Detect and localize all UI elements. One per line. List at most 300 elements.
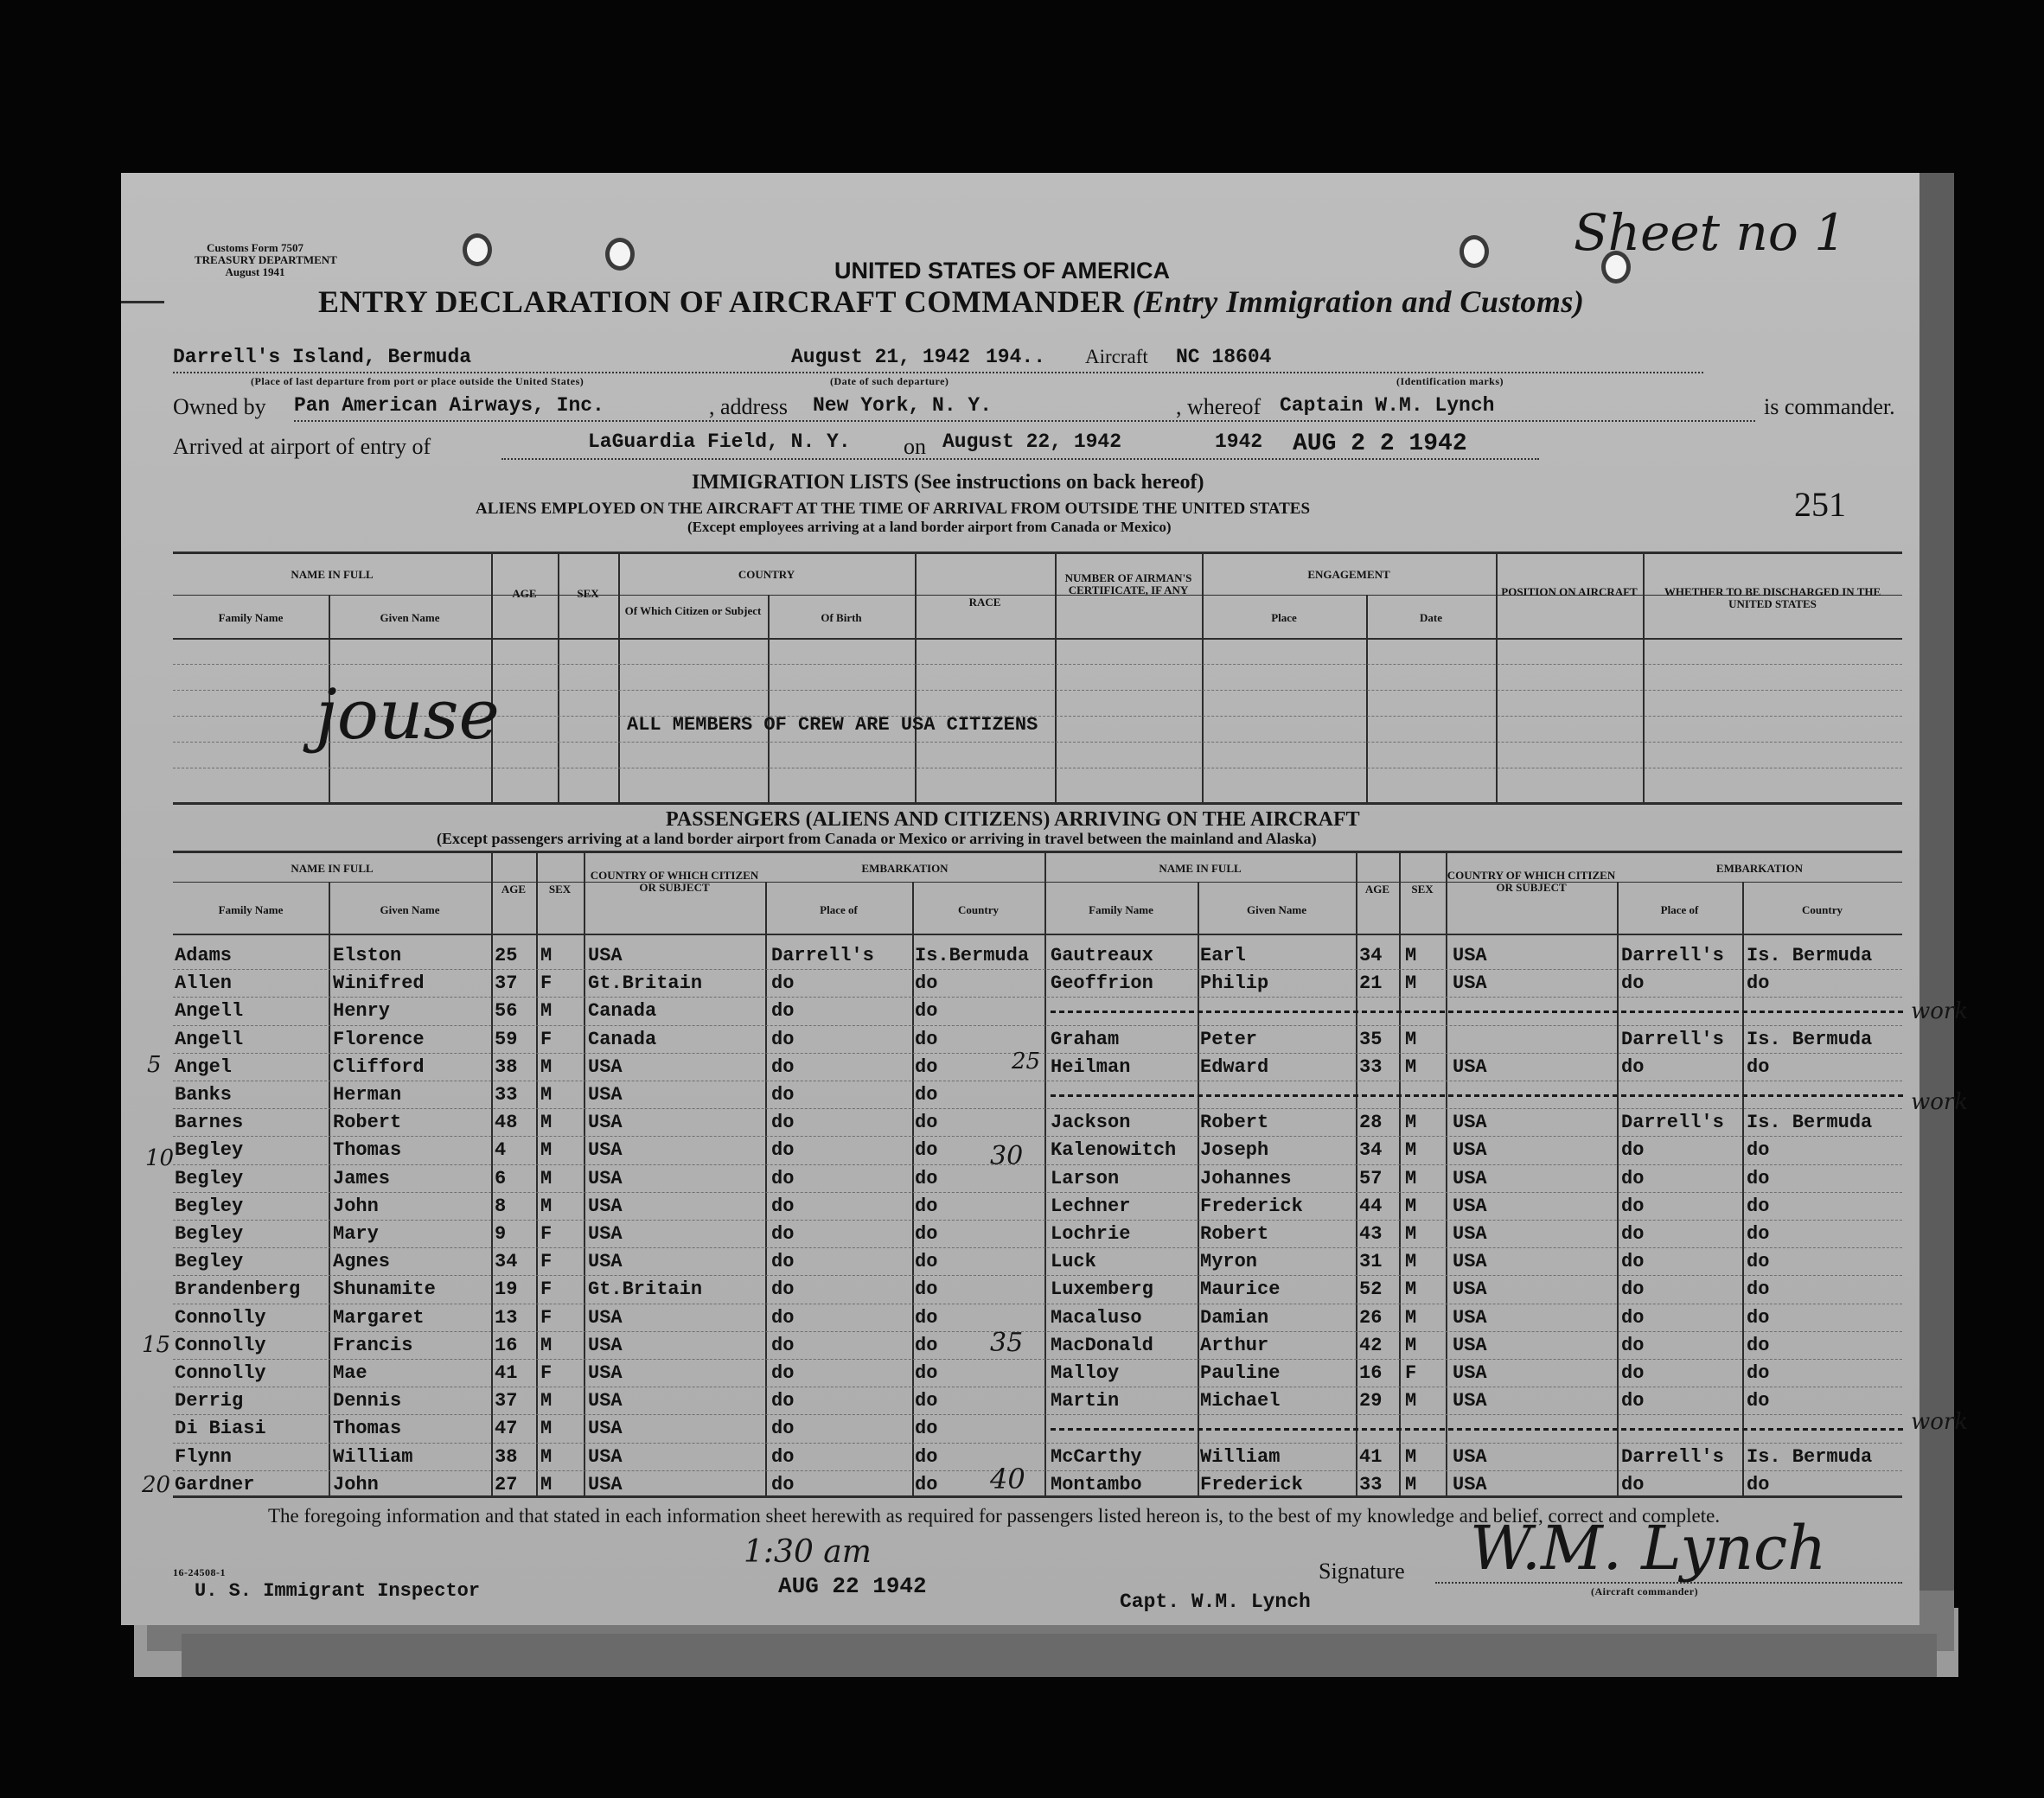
passenger-given-cell: John [333, 1473, 379, 1495]
passenger-family-cell: Begley [175, 1139, 244, 1162]
pass-hdr-name: NAME IN FULL [291, 862, 374, 875]
passenger-col-line [329, 882, 330, 1495]
passenger-country-cell: do [1747, 1055, 1770, 1078]
passenger-place-cell: do [771, 1445, 795, 1468]
passenger-country-cell: do [915, 1055, 938, 1078]
passenger-given-cell: Robert [333, 1112, 402, 1134]
passenger-sex-cell: M [1405, 1390, 1417, 1412]
form-code: 16-24508-1 [173, 1566, 226, 1578]
passenger-age-cell: 35 [1359, 1028, 1383, 1050]
passenger-place-cell: do [771, 1251, 795, 1273]
crew-note: ALL MEMBERS OF CREW ARE USA CITIZENS [627, 714, 1038, 736]
arrival-year: 1942 [1215, 430, 1263, 453]
passenger-family-cell: Begley [175, 1251, 244, 1273]
passenger-country-cell: do [1747, 1362, 1770, 1384]
passenger-place-cell: do [1621, 972, 1645, 995]
crew-hdr-citizen: Of Which Citizen or Subject [624, 604, 762, 617]
passenger-row-line [173, 1192, 1902, 1193]
passenger-country-cell: do [1747, 972, 1770, 995]
passenger-citizen-cell: USA [1453, 1112, 1487, 1134]
passenger-age-cell: 38 [495, 1055, 518, 1078]
pass-hdr-sex-right: SEX [1411, 883, 1434, 896]
passenger-given-cell: John [333, 1195, 379, 1217]
passenger-age-cell: 6 [495, 1167, 507, 1189]
passenger-age-cell: 41 [495, 1362, 518, 1384]
passenger-given-cell: William [1200, 1445, 1281, 1468]
passenger-place-cell: Darrell's [1621, 1028, 1724, 1050]
passenger-given-cell: Herman [333, 1084, 402, 1106]
passenger-citizen-cell: USA [1453, 1251, 1487, 1273]
passenger-country-cell: do [915, 1306, 938, 1329]
passenger-given-cell: Frederick [1200, 1195, 1303, 1217]
passenger-sex-cell: M [540, 945, 553, 966]
passenger-sex-cell: M [1405, 1028, 1417, 1050]
passenger-age-cell: 29 [1359, 1390, 1383, 1412]
passenger-family-cell: MacDonald [1051, 1334, 1153, 1356]
passenger-table-divider [173, 882, 1902, 883]
form-number: Customs Form 7507 [207, 241, 303, 254]
passenger-sex-cell: M [1405, 1055, 1417, 1078]
passenger-age-cell: 43 [1359, 1223, 1383, 1245]
cancelled-row-mark [1051, 1094, 1907, 1097]
paper-stack-edge [182, 1634, 1937, 1677]
crew-handwritten: jouse [316, 674, 500, 755]
passenger-age-cell: 26 [1359, 1306, 1383, 1329]
crew-table-bottom [173, 802, 1902, 805]
passenger-citizen-cell: USA [1453, 1139, 1487, 1162]
passenger-citizen-cell: USA [1453, 1362, 1487, 1384]
passenger-place-cell: do [771, 1418, 795, 1440]
passenger-given-cell: Mae [333, 1362, 367, 1384]
crew-hdr-date: Date [1420, 611, 1442, 624]
passenger-family-cell: Lechner [1051, 1195, 1131, 1217]
passenger-family-cell: Luxemberg [1051, 1278, 1153, 1301]
passenger-age-cell: 16 [495, 1334, 518, 1356]
passenger-col-line [491, 851, 493, 1495]
is-commander-label: is commander. [1764, 394, 1895, 419]
passenger-country-cell: do [915, 1112, 938, 1134]
passenger-family-cell: Begley [175, 1223, 244, 1245]
passenger-place-cell: do [1621, 1278, 1645, 1301]
passenger-sex-cell: F [540, 1028, 553, 1050]
crew-hdr-given: Given Name [380, 611, 440, 624]
passenger-given-cell: Elston [333, 945, 402, 966]
pass-hdr-age-right: AGE [1364, 883, 1390, 896]
passenger-age-cell: 33 [1359, 1055, 1383, 1078]
passenger-col-line [912, 882, 914, 1495]
passenger-citizen-cell: USA [1453, 1334, 1487, 1356]
passenger-age-cell: 48 [495, 1112, 518, 1134]
passenger-citizen-cell: USA [1453, 1167, 1487, 1189]
passenger-family-cell: Brandenberg [175, 1278, 301, 1301]
crew-col-line [915, 552, 917, 802]
passenger-citizen-cell: USA [1453, 1278, 1487, 1301]
passenger-place-cell: do [771, 1362, 795, 1384]
passenger-place-cell: do [771, 1223, 795, 1245]
crew-col-line [1366, 595, 1368, 802]
passenger-family-cell: Barnes [175, 1112, 244, 1134]
passenger-place-cell: do [1621, 1251, 1645, 1273]
on-label: on [904, 434, 926, 459]
crew-col-line [1202, 552, 1204, 802]
crew-hdr-engagement: ENGAGEMENT [1307, 568, 1390, 581]
departure-place: Darrell's Island, Bermuda [173, 346, 472, 368]
crew-hdr-birth: Of Birth [821, 611, 862, 624]
passenger-citizen-cell: USA [1453, 1223, 1487, 1245]
certification-text: The foregoing information and that stated in each information sheet herewith as required for passengers listed hereon is, to the best of my knowledge and belief, correct and complete. [268, 1505, 1721, 1527]
passenger-sex-cell: M [540, 1418, 553, 1440]
passenger-sex-cell: F [540, 1251, 553, 1273]
passenger-citizen-cell: USA [588, 1251, 623, 1273]
passenger-sex-cell: F [540, 1223, 553, 1245]
signature-underline [1435, 1582, 1902, 1584]
passenger-col-line [1198, 882, 1199, 1495]
signature-label: Signature [1319, 1559, 1405, 1584]
arrival-underline [501, 458, 1539, 460]
passenger-place-cell: do [771, 1000, 795, 1023]
passenger-country-cell: do [1747, 1390, 1770, 1412]
passenger-given-cell: Myron [1200, 1251, 1258, 1273]
passenger-col-line [536, 851, 538, 1495]
pass-hdr-citizen: COUNTRY OF WHICH CITIZEN OR SUBJECT [590, 869, 759, 894]
passenger-age-cell: 57 [1359, 1167, 1383, 1189]
passenger-country-cell: do [915, 1000, 938, 1023]
row-margin-number: 10 [145, 1145, 175, 1171]
crew-hdr-age: AGE [512, 587, 537, 600]
inspector-stamp: AUG 22 1942 [778, 1573, 927, 1599]
passenger-sex-cell: M [540, 1445, 553, 1468]
passenger-col-line [1742, 882, 1744, 1495]
passenger-age-cell: 31 [1359, 1251, 1383, 1273]
punch-hole-icon [605, 238, 635, 271]
passenger-given-cell: Robert [1200, 1223, 1269, 1245]
row-margin-number: 15 [142, 1332, 171, 1358]
passenger-country-cell: Is. Bermuda [1747, 945, 1873, 966]
passenger-given-cell: Agnes [333, 1251, 391, 1273]
passenger-given-cell: Frederick [1200, 1473, 1303, 1495]
work-note: work [1911, 1409, 1969, 1435]
passenger-place-cell: do [771, 972, 795, 995]
passenger-country-cell: do [1747, 1278, 1770, 1301]
passenger-place-cell: do [771, 1334, 795, 1356]
passenger-place-cell: do [771, 1195, 795, 1217]
passenger-place-cell: do [771, 1306, 795, 1329]
passenger-family-cell: Kalenowitch [1051, 1139, 1177, 1162]
passenger-row-line [173, 1331, 1902, 1332]
passenger-country-cell: do [915, 1362, 938, 1384]
passenger-age-cell: 52 [1359, 1278, 1383, 1301]
passenger-sex-cell: M [540, 1112, 553, 1134]
pass-hdr-given: Given Name [380, 903, 440, 916]
passenger-sex-cell: M [540, 1473, 553, 1495]
passenger-row-line [173, 969, 1902, 970]
passenger-family-cell: Begley [175, 1167, 244, 1189]
aircraft-label: Aircraft [1085, 346, 1148, 367]
passenger-age-cell: 42 [1359, 1334, 1383, 1356]
tally-number: 25 [1012, 1049, 1041, 1074]
signature-caption: (Aircraft commander) [1591, 1585, 1699, 1597]
passenger-sex-cell: F [540, 972, 553, 995]
cancelled-row-mark [1051, 1428, 1907, 1431]
passenger-family-cell: Geoffrion [1051, 972, 1153, 995]
form-date: August 1941 [225, 265, 285, 278]
passenger-family-cell: Larson [1051, 1167, 1120, 1189]
crew-hdr-country: COUNTRY [738, 568, 795, 581]
passenger-citizen-cell: Canada [588, 1000, 657, 1023]
crew-hdr-discharged: WHETHER TO BE DISCHARGED IN THE UNITED STATES [1664, 585, 1881, 610]
passenger-place-cell: do [771, 1112, 795, 1134]
passenger-col-line [765, 882, 767, 1495]
passenger-country-cell: do [915, 1028, 938, 1050]
passenger-age-cell: 28 [1359, 1112, 1383, 1134]
crew-col-line [618, 552, 620, 802]
punch-hole-icon [463, 233, 492, 266]
passenger-family-cell: Gardner [175, 1473, 255, 1495]
departure-date: August 21, 1942 [791, 346, 971, 368]
passenger-citizen-cell: USA [588, 1362, 623, 1384]
pass-hdr-family-right: Family Name [1089, 903, 1153, 916]
passenger-place-cell: do [1621, 1195, 1645, 1217]
passenger-sex-cell: M [1405, 972, 1417, 995]
work-note: work [1911, 998, 1969, 1024]
pass-hdr-place-right: Place of [1660, 903, 1699, 916]
aircraft-id: NC 18604 [1176, 346, 1272, 368]
passenger-place-cell: do [1621, 1362, 1645, 1384]
form-department: TREASURY DEPARTMENT [195, 253, 337, 266]
passenger-row-line [173, 1164, 1902, 1165]
passenger-given-cell: Francis [333, 1334, 413, 1356]
passenger-country-cell: do [915, 1278, 938, 1301]
passenger-citizen-cell: USA [588, 1167, 623, 1189]
passenger-family-cell: Montambo [1051, 1473, 1142, 1495]
departure-underline [173, 372, 1703, 373]
pass-hdr-family: Family Name [218, 903, 284, 916]
passenger-sex-cell: M [540, 1334, 553, 1356]
passenger-given-cell: Thomas [333, 1418, 402, 1440]
arrival-airport: LaGuardia Field, N. Y. [588, 430, 851, 453]
arrival-stamp: AUG 2 2 1942 [1293, 430, 1467, 457]
whereof-label: , whereof [1176, 394, 1262, 419]
passenger-age-cell: 4 [495, 1139, 507, 1162]
passenger-citizen-cell: USA [1453, 1445, 1487, 1468]
passenger-country-cell: do [915, 1195, 938, 1217]
passenger-country-cell: do [915, 1334, 938, 1356]
passenger-age-cell: 25 [495, 945, 518, 966]
passenger-family-cell: Angell [175, 1028, 244, 1050]
row-margin-number: 5 [147, 1052, 162, 1078]
crew-hdr-name: NAME IN FULL [291, 568, 374, 581]
passenger-sex-cell: M [1405, 945, 1417, 966]
passenger-place-cell: Darrell's [1621, 1445, 1724, 1468]
passenger-sex-cell: M [540, 1055, 553, 1078]
passenger-age-cell: 37 [495, 1390, 518, 1412]
passenger-place-cell: do [1621, 1390, 1645, 1412]
passenger-sex-cell: M [540, 1390, 553, 1412]
passenger-country-cell: do [1747, 1223, 1770, 1245]
passenger-place-cell: Darrell's [1621, 945, 1724, 966]
passenger-age-cell: 44 [1359, 1195, 1383, 1217]
passenger-place-cell: do [1621, 1055, 1645, 1078]
passenger-age-cell: 38 [495, 1445, 518, 1468]
inspector-label: U. S. Immigrant Inspector [195, 1580, 481, 1602]
passenger-given-cell: Earl [1200, 945, 1246, 966]
passenger-age-cell: 56 [495, 1000, 518, 1023]
passenger-given-cell: Margaret [333, 1306, 425, 1329]
page-title [318, 284, 1584, 320]
passenger-col-line [1446, 851, 1447, 1495]
passenger-sex-cell: M [540, 1139, 553, 1162]
passenger-place-cell: do [771, 1028, 795, 1050]
passenger-row-line [173, 1275, 1902, 1276]
form-id-block [195, 241, 337, 278]
passenger-place-cell: Darrell's [1621, 1112, 1724, 1134]
passenger-citizen-cell: USA [588, 1334, 623, 1356]
dash-mark [121, 301, 164, 303]
passenger-heading: PASSENGERS (ALIENS AND CITIZENS) ARRIVING ON THE AIRCRAFT [666, 808, 1360, 831]
crew-hdr-race: RACE [968, 596, 1001, 609]
crew-heading: IMMIGRATION LISTS (See instructions on back hereof) [692, 471, 1204, 494]
passenger-given-cell: Michael [1200, 1390, 1281, 1412]
passenger-age-cell: 47 [495, 1418, 518, 1440]
passenger-age-cell: 34 [1359, 945, 1383, 966]
passenger-family-cell: Angel [175, 1055, 233, 1078]
passenger-given-cell: Dennis [333, 1390, 402, 1412]
aircraft-id-caption: (Identification marks) [1396, 375, 1504, 387]
passenger-col-line [1044, 851, 1046, 1495]
passenger-place-cell: do [1621, 1167, 1645, 1189]
passenger-col-line [1356, 851, 1357, 1495]
passenger-family-cell: Graham [1051, 1028, 1120, 1050]
passenger-citizen-cell: USA [588, 1223, 623, 1245]
passenger-given-cell: Edward [1200, 1055, 1269, 1078]
passenger-age-cell: 41 [1359, 1445, 1383, 1468]
crew-hdr-family: Family Name [218, 611, 284, 624]
pass-hdr-place: Place of [820, 903, 858, 916]
passenger-country-cell: Is. Bermuda [1747, 1445, 1873, 1468]
passenger-country-cell: do [915, 1084, 938, 1106]
passenger-age-cell: 37 [495, 972, 518, 995]
passenger-given-cell: Clifford [333, 1055, 425, 1078]
passenger-col-line [1399, 851, 1401, 1495]
passenger-age-cell: 27 [495, 1473, 518, 1495]
passenger-citizen-cell: USA [588, 1306, 623, 1329]
passenger-country-cell: do [915, 1390, 938, 1412]
pass-hdr-sex: SEX [548, 883, 572, 896]
passenger-sex-cell: M [1405, 1334, 1417, 1356]
arrival-date: August 22, 1942 [942, 430, 1122, 453]
passenger-sex-cell: M [1405, 1139, 1417, 1162]
passenger-age-cell: 33 [1359, 1473, 1383, 1495]
tally-number: 35 [990, 1328, 1024, 1358]
passenger-given-cell: Peter [1200, 1028, 1258, 1050]
passenger-sex-cell: M [1405, 1306, 1417, 1329]
owner-name: Pan American Airways, Inc. [294, 394, 604, 417]
crew-hdr-certificate: NUMBER OF AIRMAN'S CERTIFICATE, IF ANY [1064, 571, 1192, 596]
passenger-citizen-cell: USA [588, 1112, 623, 1134]
passenger-given-cell: Thomas [333, 1139, 402, 1162]
passenger-table-top [173, 851, 1902, 853]
pass-hdr-citizen-right: COUNTRY OF WHICH CITIZEN OR SUBJECT [1447, 869, 1616, 894]
passenger-sex-cell: M [1405, 1251, 1417, 1273]
passenger-family-cell: Banks [175, 1084, 233, 1106]
crew-row-line [173, 664, 1902, 665]
passenger-citizen-cell: USA [1453, 1390, 1487, 1412]
passenger-age-cell: 9 [495, 1223, 507, 1245]
passenger-sex-cell: M [540, 1195, 553, 1217]
crew-hdr-sex: SEX [577, 587, 599, 600]
crew-hdr-position: POSITION ON AIRCRAFT [1501, 585, 1638, 598]
passenger-col-line [1617, 882, 1619, 1495]
passenger-family-cell: Allen [175, 972, 233, 995]
passenger-row-line [173, 1220, 1902, 1221]
passenger-citizen-cell: Gt.Britain [588, 1278, 703, 1301]
passenger-country-cell: do [915, 1167, 938, 1189]
passenger-place-cell: do [771, 1139, 795, 1162]
commander-name: Captain W.M. Lynch [1280, 394, 1495, 417]
passenger-country-cell: do [1747, 1306, 1770, 1329]
passenger-country-cell: Is.Bermuda [915, 945, 1030, 966]
departure-place-caption: (Place of last departure from port or place outside the United States) [251, 375, 584, 387]
passenger-citizen-cell: USA [588, 1418, 623, 1440]
passenger-sex-cell: M [1405, 1445, 1417, 1468]
passenger-family-cell: Adams [175, 945, 233, 966]
passenger-given-cell: Johannes [1200, 1167, 1292, 1189]
work-note: work [1911, 1089, 1969, 1115]
arrived-label: Arrived at airport of entry of [173, 434, 431, 459]
passenger-age-cell: 13 [495, 1306, 518, 1329]
tally-number: 30 [990, 1141, 1024, 1171]
passenger-sex-cell: M [1405, 1195, 1417, 1217]
passenger-citizen-cell: USA [1453, 1473, 1487, 1495]
commander-typed: Capt. W.M. Lynch [1120, 1591, 1311, 1613]
passenger-citizen-cell: USA [1453, 945, 1487, 966]
passenger-place-cell: do [771, 1390, 795, 1412]
passenger-place-cell: do [1621, 1306, 1645, 1329]
crew-hdr-place: Place [1271, 611, 1297, 624]
passenger-place-cell: do [771, 1278, 795, 1301]
pass-hdr-age: AGE [501, 883, 527, 896]
passenger-sex-cell: M [540, 1167, 553, 1189]
passenger-place-cell: do [771, 1473, 795, 1495]
passenger-family-cell: Luck [1051, 1251, 1096, 1273]
crew-subheading: ALIENS EMPLOYED ON THE AIRCRAFT AT THE TIME OF ARRIVAL FROM OUTSIDE THE UNITED STATES [476, 500, 1311, 518]
passenger-sex-cell: F [540, 1278, 553, 1301]
passenger-place-cell: do [1621, 1139, 1645, 1162]
passenger-family-cell: Angell [175, 1000, 244, 1023]
passenger-citizen-cell: Canada [588, 1028, 657, 1050]
passenger-sex-cell: M [1405, 1473, 1417, 1495]
owned-by-label: Owned by [173, 394, 266, 419]
passenger-citizen-cell: USA [1453, 972, 1487, 995]
passenger-place-cell: do [771, 1055, 795, 1078]
passenger-place-cell: do [771, 1167, 795, 1189]
passenger-row-line [173, 1025, 1902, 1026]
passenger-given-cell: William [333, 1445, 413, 1468]
passenger-given-cell: Florence [333, 1028, 425, 1050]
passenger-given-cell: Mary [333, 1223, 379, 1245]
tally-number: 40 [990, 1463, 1025, 1495]
passenger-sex-cell: M [1405, 1278, 1417, 1301]
pass-hdr-country-right: Country [1802, 903, 1843, 916]
time-note: 1:30 am [744, 1534, 872, 1570]
stamp-number: 251 [1794, 485, 1846, 524]
passenger-citizen-cell: USA [588, 1055, 623, 1078]
owner-address: New York, N. Y. [813, 394, 993, 417]
pass-hdr-name-right: NAME IN FULL [1159, 862, 1242, 875]
passenger-country-cell: Is. Bermuda [1747, 1028, 1873, 1050]
passenger-sex-cell: M [1405, 1167, 1417, 1189]
passenger-given-cell: Philip [1200, 972, 1269, 995]
